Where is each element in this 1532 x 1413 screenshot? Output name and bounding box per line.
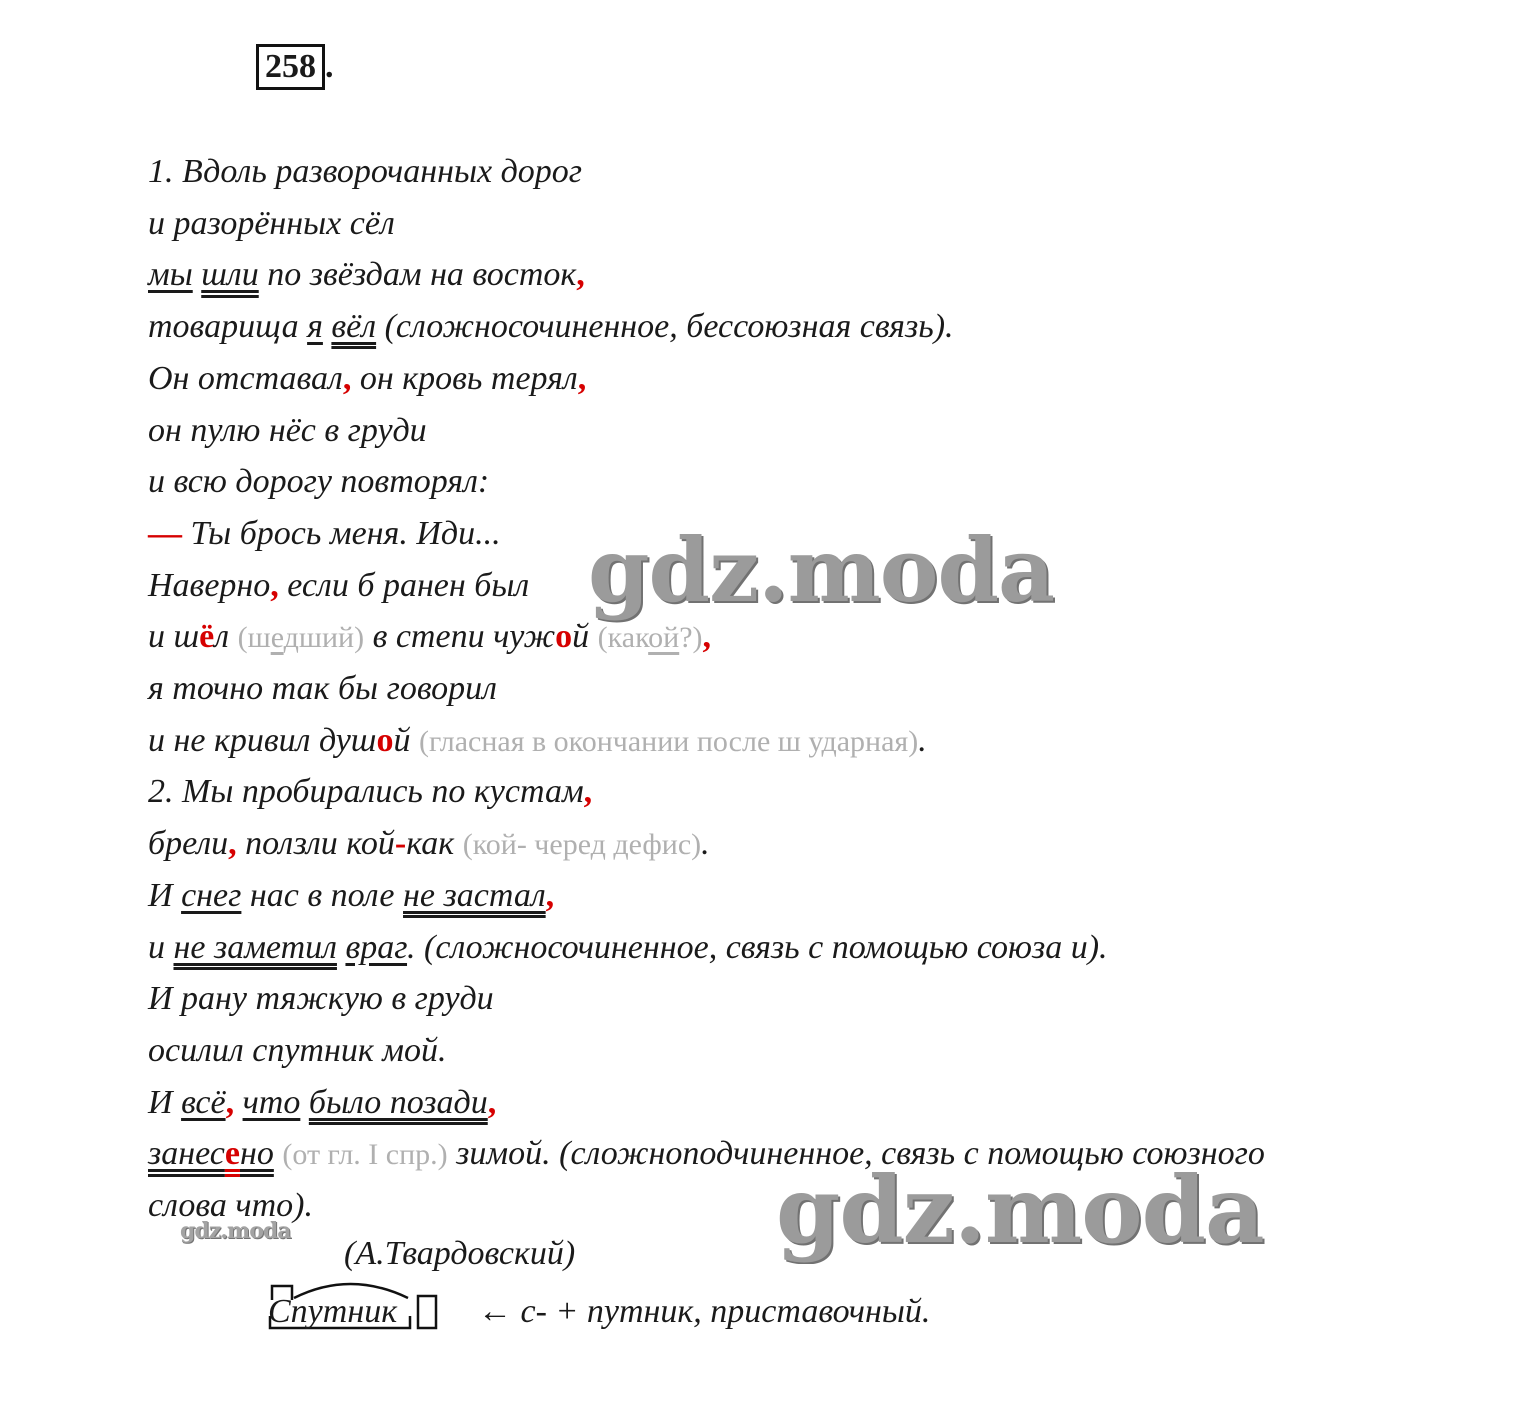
text-segment: И <box>148 876 182 914</box>
red-mark: — <box>148 514 182 552</box>
red-mark: , <box>545 876 555 914</box>
text-line <box>148 152 582 192</box>
text-line <box>148 928 1108 968</box>
grey-note: е <box>270 621 284 655</box>
text-segment: в степи чуж <box>364 618 556 656</box>
text-segment: но <box>239 1135 274 1173</box>
text-line <box>148 204 395 244</box>
text-segment: если б ранен был <box>278 566 530 604</box>
grey-note: (как <box>597 621 649 655</box>
text-segment: Он отставал <box>148 359 343 397</box>
text-segment <box>300 1084 309 1121</box>
grey-note: дший) <box>283 621 365 655</box>
text-line <box>148 824 710 865</box>
text-line <box>148 617 711 658</box>
text-segment: . <box>918 721 927 759</box>
author-attribution: (А.Твардовский) <box>344 1235 576 1272</box>
text-segment: й <box>393 721 419 759</box>
text-segment: не застал <box>403 876 546 914</box>
text-segment: Ты брось меня. Иди... <box>182 514 501 552</box>
red-mark: о <box>376 721 394 759</box>
grey-note: (от гл. I спр.) <box>282 1138 448 1172</box>
text-segment: я точно так бы говорил <box>148 670 497 707</box>
text-segment: враг <box>345 928 408 966</box>
text-segment: всё <box>181 1083 226 1121</box>
text-segment: я <box>307 308 323 346</box>
text-line <box>148 462 489 502</box>
morph-explanation: ← с- + путник, приставочный. <box>478 1293 931 1330</box>
red-mark: , <box>342 359 352 397</box>
red-mark: - <box>394 825 407 863</box>
text-segment: нас в поле <box>241 876 404 914</box>
text-segment: зимой. (сложноподчиненное, связь с помощью союзного <box>447 1135 1265 1173</box>
text-segment: 1. Вдоль разворочанных дорог <box>148 153 583 190</box>
text-line <box>148 979 494 1019</box>
text-segment: осилил спутник мой. <box>148 1031 447 1069</box>
red-mark: , <box>583 773 593 811</box>
text-segment: и разорённых сёл <box>148 204 395 242</box>
morph-word: Спутник <box>268 1293 398 1330</box>
text-line <box>148 1083 496 1123</box>
grey-note: (кой- черед дефис) <box>462 828 702 862</box>
text-line <box>148 669 497 709</box>
exercise-number-dot: . <box>325 48 334 85</box>
red-mark: , <box>577 359 587 397</box>
text-line <box>148 255 585 295</box>
text-segment: товарища <box>148 308 308 346</box>
grey-note: (ш <box>237 621 271 655</box>
text-segment: и <box>148 928 174 966</box>
text-segment: 2. Мы пробирались по кустам <box>148 773 584 811</box>
exercise-number <box>256 44 334 88</box>
text-line <box>148 566 529 606</box>
text-segment: и не кривил душ <box>148 721 377 759</box>
text-segment: (сложносочиненное, бессоюзная связь). <box>376 308 954 346</box>
text-line <box>148 307 954 347</box>
text-segment: брели <box>148 825 229 863</box>
text-segment <box>193 256 202 293</box>
red-mark: , <box>487 1083 497 1121</box>
text-segment: слова что). <box>148 1187 313 1224</box>
text-segment: снег <box>181 876 242 914</box>
text-segment: он кровь терял <box>351 359 578 397</box>
text-segment: л <box>214 618 238 656</box>
text-segment: мы <box>148 256 193 294</box>
text-segment: не заметил <box>173 928 337 966</box>
text-segment: что <box>242 1083 301 1121</box>
text-segment <box>234 1084 243 1121</box>
text-segment: вёл <box>331 308 377 346</box>
text-line <box>148 359 586 399</box>
red-mark: о <box>555 618 573 656</box>
text-segment: и всю дорогу повторял: <box>148 463 490 501</box>
text-segment: по звёздам на восток <box>258 256 577 294</box>
text-segment: шли <box>201 256 259 294</box>
text-line <box>148 411 427 451</box>
text-segment: он пулю нёс в груди <box>148 411 427 449</box>
text-segment: занес <box>148 1135 225 1173</box>
text-segment: как <box>406 825 463 863</box>
red-mark: , <box>228 825 237 863</box>
text-segment: ползли кой <box>236 825 395 863</box>
grey-note: ?) <box>679 621 703 655</box>
text-line <box>148 1031 446 1071</box>
text-line <box>148 721 927 762</box>
text-segment: и ш <box>148 618 200 656</box>
red-mark: , <box>225 1083 235 1121</box>
text-segment: И рану тяжкую в груди <box>148 980 494 1018</box>
red-mark: е <box>224 1135 240 1173</box>
watermark-large-2: gdz.moda <box>776 1156 1264 1264</box>
watermark-small: gdz.moda <box>180 1218 291 1244</box>
text-segment: й <box>572 618 598 656</box>
null-ending-box <box>418 1296 436 1328</box>
word-morphology <box>268 1276 968 1336</box>
grey-note: ой <box>648 621 680 655</box>
red-mark: , <box>576 256 585 294</box>
grey-note: (гласная в окончании после ш ударная) <box>418 724 919 758</box>
red-mark: , <box>702 618 712 656</box>
text-line <box>148 514 501 554</box>
red-mark: ё <box>199 618 215 656</box>
text-line <box>148 772 592 812</box>
watermark-large-1: gdz.moda <box>588 518 1055 622</box>
exercise-number-box: 258 <box>256 44 325 90</box>
text-segment: . (сложносочиненное, связь с помощью союза и). <box>407 928 1108 966</box>
text-segment: И <box>148 1083 182 1121</box>
text-segment: было позади <box>308 1083 488 1121</box>
red-mark: , <box>270 566 279 604</box>
text-segment: . <box>701 825 710 863</box>
text-segment: Наверно <box>148 566 271 604</box>
text-line <box>148 876 554 916</box>
